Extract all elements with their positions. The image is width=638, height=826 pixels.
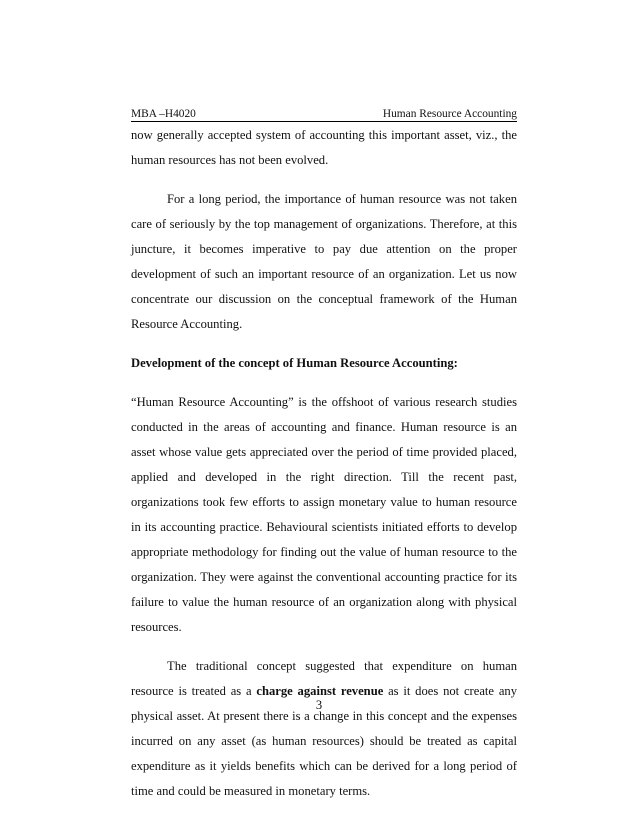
paragraph-continuation: now generally accepted system of accounting this important asset, viz., the human resources has not been evolved. [131,128,517,167]
paragraph-hra-offshoot: “Human Resource Accounting” is the offshoot of various research studies conducted in the areas of accounting and finance. Human resource is an asset whose value gets appreciated over the period of time provided placed, applied and developed in the right direction. Till the recent past, organizations took few efforts to assign monetary value to human resource in its accounting practice. Behavioural scientists initiated efforts to develop appropriate methodology for finding out the value of human resource to the organization. They were against the conventional accounting practice for its failure to value the human resource of an organization along with physical resources. [131,395,517,634]
emphasis-charge-against-revenue: charge against revenue [256,684,384,698]
paragraph-long-period: For a long period, the importance of human resource was not taken care of seriously by the top management of organizations. Therefore, at this juncture, it becomes imperative to pay due attention on the proper development of such an important resource of an organization. Let us now concentrate our discussion on the conceptual framework of the Human Resource Accounting. [131,192,517,331]
paragraph-text-after: as it does not create any physical asset. At present there is a change in this concept and the expenses incurred on any asset (as human resources) should be treated as capital expenditure as it yields benefits which can be derived for a long period of time and could be measured in monetary terms. [131,684,517,798]
page-number: 3 [315,698,323,712]
header-course-code: MBA –H4020 [131,108,196,120]
paragraph-text-before: The traditional concept suggested that expenditure on human resource is treated as a [131,659,517,698]
paragraph-traditional-concept [131,654,517,804]
header-title: Human Resource Accounting [382,108,517,120]
running-header [131,107,517,122]
section-heading: Development of the concept of Human Resource Accounting: [131,356,458,370]
